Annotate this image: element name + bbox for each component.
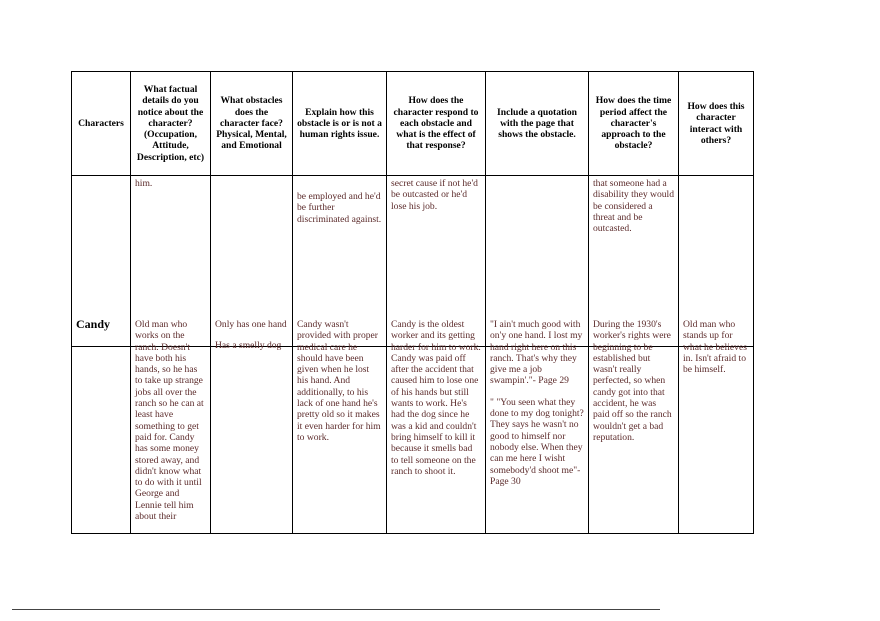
table-border-right xyxy=(753,71,754,534)
header-quotation: Include a quotation with the page that shows the obstacle. xyxy=(497,106,577,141)
candy-response: Candy is the oldest worker and its getting harder for him to work. Candy was paid off after the accident that caused him to lose one of his hands but still wants to work. He's had the dog since he was a kid and couldn't bring himself to kill it because it smells bad to tell someone on the ranch to shoot it. xyxy=(391,319,481,477)
quotation-page-29: "I ain't much good with on'y one hand. I lost my hand right here on this ranch. That's why they give me a job swampin'."- Page 29 xyxy=(490,319,583,387)
header-human-rights: Explain how this obstacle is or is not a human rights issue. xyxy=(297,106,382,141)
table-border-bottom xyxy=(71,533,754,534)
footer-rule xyxy=(12,609,660,610)
candy-interaction: Old man who stands up for what he believes in. Isn't afraid to be himself. xyxy=(683,319,747,376)
carryover-issue: be employed and he'd be further discriminated against. xyxy=(297,191,382,225)
candy-obstacles xyxy=(211,317,292,354)
obstacle-smelly-dog: Has a smelly dog xyxy=(215,340,282,352)
candy-human-rights: Candy wasn't provided with proper medical care he should have been given when he lost his hand. And additionally, to his lack of one hand he's pretty old so it makes it even harder for him to work. xyxy=(297,319,381,443)
carryover-details: him. xyxy=(135,178,153,189)
carryover-period: that someone had a disability they would be considered a threat and be outcasted. xyxy=(593,178,675,235)
candy-quotations xyxy=(486,317,588,489)
header-interaction: How does this character interact with others? xyxy=(687,100,745,146)
obstacle-one-hand: Only has one hand xyxy=(215,319,287,330)
character-name: Candy xyxy=(76,317,111,331)
candy-details: Old man who works on the ranch. Doesn't have both his hands, so he has to take up strange jobs all over the ranch so he can at least have something to get paid for. Candy has some money stored away, and didn't know what to do with it until George and Lennie tell him about their xyxy=(135,319,204,523)
candy-time-period: During the 1930's worker's rights were beginning to be established but wasn't really perfected, so when candy got into that accident, he was paid off so the ranch wouldn't get a bad reputation. xyxy=(593,319,672,443)
header-time-period: How does the time period affect the character's approach to the obstacle? xyxy=(595,95,672,152)
header-response: How does the character respond to each obstacle and what is the effect of that response? xyxy=(393,95,479,152)
character-chart-table xyxy=(71,71,754,534)
header-factual-details: What factual details do you notice about the character? (Occupation, Attitude, Description, etc) xyxy=(136,83,205,163)
header-characters: Characters xyxy=(78,117,124,129)
header-obstacles: What obstacles does the character face? Physical, Mental, and Emotional xyxy=(216,95,287,152)
carryover-response: secret cause if not he'd be outcasted or he'd lose his job. xyxy=(391,178,478,212)
quotation-page-30: " "You seen what they done to my dog tonight? They says he wasn't no good to himself nor nobody else. When they can me here I wisht somebody'd shoot me"- Page 30 xyxy=(490,396,584,487)
